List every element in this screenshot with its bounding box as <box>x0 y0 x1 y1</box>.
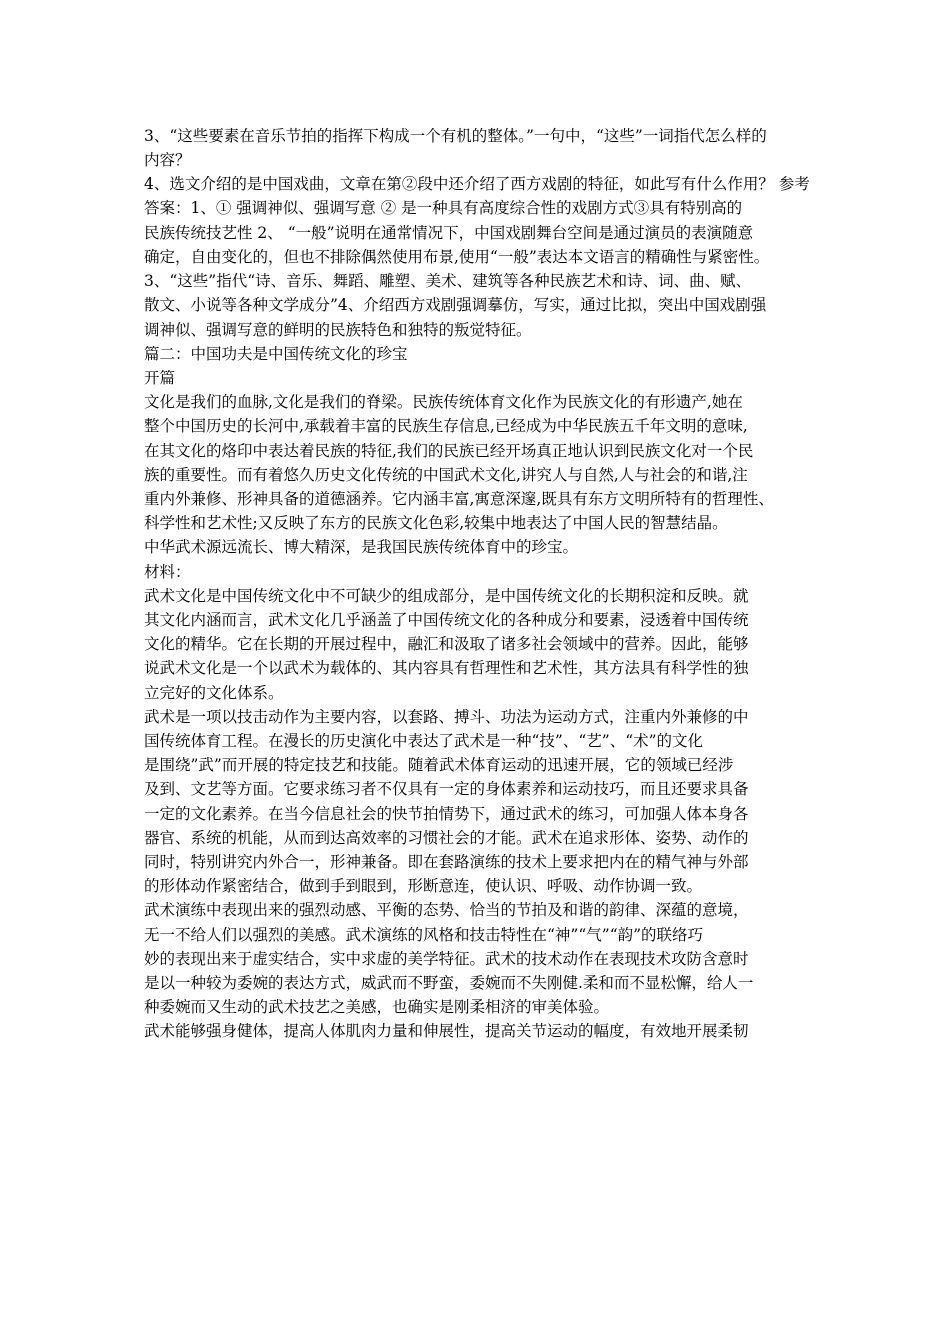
text-line: 中华武术源远流长、博大精深，是我国民族传统体育中的珍宝。 <box>144 538 579 557</box>
text-line: 3、“这些”指代“诗、音乐、舞蹈、雕塑、美术、建筑等各种民族艺术和诗、词、曲、赋、 <box>144 272 752 291</box>
text-line: 其文化内涵而言，武术文化几乎涵盖了中国传统文化的各种成分和要素，浸透着中国传统 <box>144 611 749 629</box>
text-line: 调神似、强调写意的鲜明的民族特色和独特的叛觉特征。 <box>144 320 532 339</box>
text-line: 武术文化是中国传统文化中不可缺少的组成部分，是中国传统文化的长期积淀和反映。就 <box>144 586 749 605</box>
text-line: 4、选文介绍的是中国戏曲，文章在第②段中还介绍了西方戏剧的特征，如此写有什么作用？ 参考答案：1、① 强调神似、强调写意 ② 是一种具有高度综合性的戏剧方式③具有特别高的 <box>144 175 810 218</box>
text-line: 器官、系统的机能，从而到达高效率的习惯社会的才能。武术在追求形体、姿势、动作的 <box>144 828 749 847</box>
section-heading: 篇二：中国功夫是中国传统文化的珍宝 <box>144 344 408 363</box>
text-line: 武术能够强身健体，提高人体肌肉力量和伸展性，提高关节运动的幅度，有效地开展柔韧 <box>144 1022 749 1041</box>
text-line: 武术演练中表现出来的强烈动感、平衡的态势、恰当的节拍及和谐的韵律、深蕴的意境， <box>144 901 749 920</box>
text-line: 无一不给人们以强烈的美感。武术演练的风格和技击特性在“神”“气”“韵”的联络巧 <box>144 925 704 944</box>
text-line: 的形体动作紧密结合，做到手到眼到，形断意连，使认识、呼吸、动作协调一致。 <box>144 877 703 896</box>
text-line: 散文、小说等各种文学成分”4、介绍西方戏剧强调摹仿，写实，通过比拟，突出中国戏剧强 <box>144 296 767 315</box>
text-line: 及到、文艺等方面。它要求练习者不仅具有一定的身体素养和运动技巧，而且还要求具备 <box>144 780 749 799</box>
text-line: 文化是我们的血脉,文化是我们的脊梁。民族传统体育文化作为民族文化的有形遗产,她在 <box>144 393 743 412</box>
text-line: 3、“这些要素在音乐节拍的指挥下构成一个有机的整体。”一句中，“这些”一词指代怎么样的 <box>144 127 767 145</box>
text-line: 妙的表现出来于虚实结合，实中求虚的美学特征。武术的技术动作在表现技术攻防含意时 <box>144 949 749 968</box>
text-line: 是围绕”武”而开展的特定技艺和技能。随着武术体育运动的迅速开展，它的领域已经涉 <box>144 756 734 775</box>
text-line: 在其文化的烙印中表达着民族的特征,我们的民族已经开场真正地认识到民族文化对一个民 <box>144 441 754 460</box>
text-line: 国传统体育工程。在漫长的历史演化中表达了武术是一种“技”、“艺”、“术”的文化 <box>144 732 704 750</box>
text-line: 种委婉而又生动的武术技艺之美感，也确实是刚柔相济的审美体验。 <box>144 998 610 1017</box>
text-line: 是以一种较为委婉的表达方式，威武而不野蛮，委婉而不失刚健.柔和而不显松懈，给人一 <box>144 974 754 992</box>
text-line: 一定的文化素养。在当今信息社会的快节拍情势下，通过武术的练习，可加强人体本身各 <box>144 804 749 823</box>
text-line: 武术是一项以技击动作为主要内容，以套路、搏斗、功法为运动方式，注重内外兼修的中 <box>144 707 749 726</box>
text-line: 材料： <box>144 562 191 581</box>
text-line: 内容？ <box>144 151 191 170</box>
text-line: 重内外兼修、形神具备的道德涵养。它内涵丰富,寓意深邃,既具有东方文明所特有的哲理性、 <box>144 490 774 508</box>
text-line: 同时，特别讲究内外合一，形神兼备。即在套路演练的技术上要求把内在的精气神与外部 <box>144 853 749 871</box>
text-line: 说武术文化是一个以武术为载体的、其内容具有哲理性和艺术性，其方法具有科学性的独 <box>144 659 749 678</box>
text-line: 立完好的文化体系。 <box>144 683 284 702</box>
text-line: 开篇 <box>144 369 176 387</box>
text-line: 文化的精华。它在长期的开展过程中，融汇和汲取了诸多社会领域中的营养。因此，能够 <box>144 635 749 654</box>
text-line: 确定，自由变化的，但也不排除偶然使用布景,使用“一般”表达本文语言的精确性与紧密性。 <box>144 248 770 266</box>
text-line: 整个中国历史的长河中,承载着丰富的民族生存信息,已经成为中华民族五千年文明的意味, <box>144 417 748 436</box>
text-line: 族的重要性。而有着悠久历史文化传统的中国武术文化,讲究人与自然,人与社会的和谐,注 <box>144 465 748 484</box>
text-line: 科学性和艺术性;又反映了东方的民族文化色彩,较集中地表达了中国人民的智慧结晶。 <box>144 514 728 533</box>
text-line: 民族传统技艺性 2、 “一般”说明在通常情况下，中国戏剧舞台空间是通过演员的表演随意 <box>144 223 754 242</box>
